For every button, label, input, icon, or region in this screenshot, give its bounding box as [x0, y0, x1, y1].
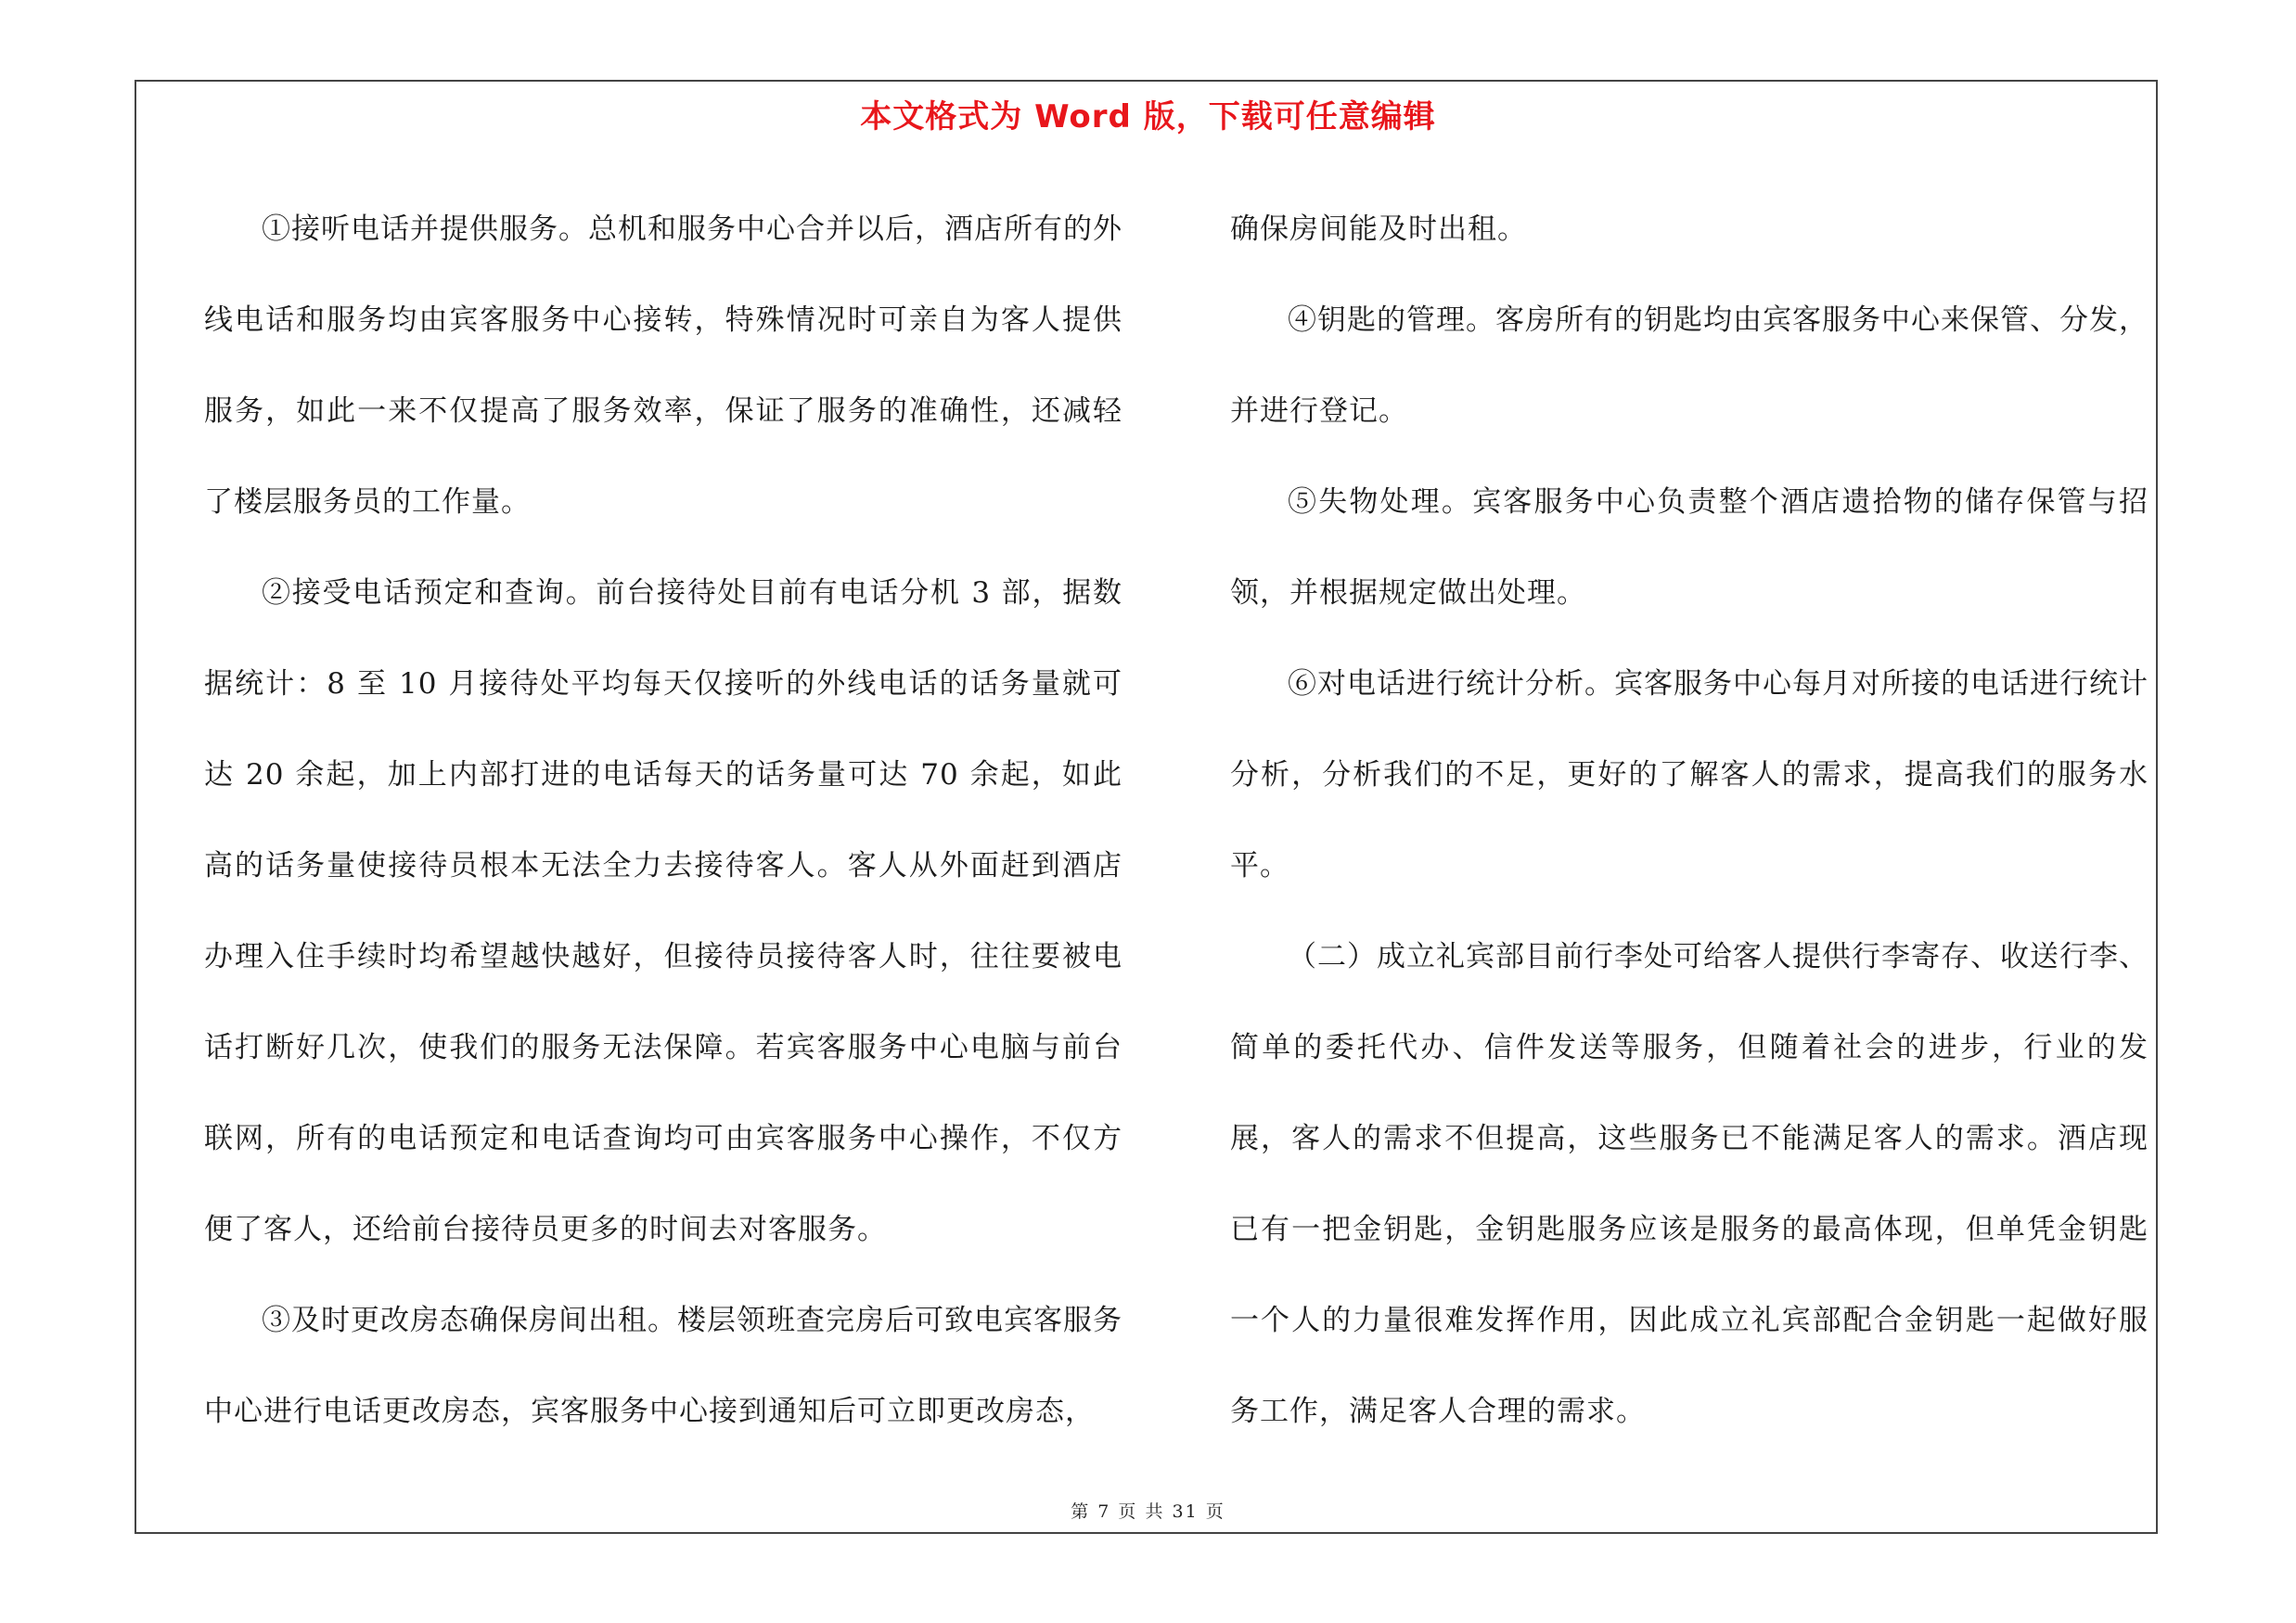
page-number: 第 7 页 共 31 页: [1071, 1501, 1225, 1522]
word-format-banner: 本文格式为 Word 版，下载可任意编辑: [860, 98, 1436, 135]
paragraph-room-status: ③及时更改房态确保房间出租。楼层领班查完房后可致电宾客服务中心进行电话更改房态，宾客服务中心接到通知后可立即更改房态，: [204, 1304, 1122, 1428]
paragraph-lost-and-found: ⑤失物处理。宾客服务中心负责整个酒店遗拾物的储存保管与招领，并根据规定做出处理。: [1230, 485, 2148, 610]
left-column: [204, 184, 1122, 1457]
paragraph-room-status-continued: 确保房间能及时出租。: [1230, 213, 1527, 246]
paragraph-concierge: （二）成立礼宾部目前行李处可给客人提供行李寄存、收送行李、简单的委托代办、信件发送等服务，但随着社会的进步，行业的发展，客人的需求不但提高，这些服务已不能满足客人的需求。酒店现已有一把金钥匙，金钥匙服务应该是服务的最高体现，但单凭金钥匙一个人的力量很难发挥作用，因此成立礼宾部配合金钥匙一起做好服务工作，满足客人合理的需求。: [1230, 940, 2148, 1428]
right-column: [1230, 184, 2148, 1457]
paragraph-answer-calls: ①接听电话并提供服务。总机和服务中心合并以后，酒店所有的外线电话和服务均由宾客服务中心接转，特殊情况时可亲自为客人提供服务，如此一来不仅提高了服务效率，保证了服务的准确性，还减轻了楼层服务员的工作量。: [204, 213, 1122, 519]
paragraph-key-management: ④钥匙的管理。客房所有的钥匙均由宾客服务中心来保管、分发，并进行登记。: [1230, 303, 2148, 428]
paragraph-phone-reservation: ②接受电话预定和查询。前台接待处目前有电话分机 3 部，据数据统计：8 至 10 月接待处平均每天仅接听的外线电话的话务量就可达 20 余起，加上内部打进的电话每天的话务量可达 70 余起，如此高的话务量使接待员根本无法全力去接待客人。客人从外面赶到酒店办理入住手续时均希望越快越好，但接待员接待客人时，往往要被电话打断好几次，使我们的服务无法保障。若宾客服务中心电脑与前台联网，所有的电话预定和电话查询均可由宾客服务中心操作，不仅方便了客人，还给前台接待员更多的时间去对客服务。: [204, 576, 1122, 1246]
paragraph-call-statistics: ⑥对电话进行统计分析。宾客服务中心每月对所接的电话进行统计分析，分析我们的不足，更好的了解客人的需求，提高我们的服务水平。: [1230, 667, 2148, 882]
